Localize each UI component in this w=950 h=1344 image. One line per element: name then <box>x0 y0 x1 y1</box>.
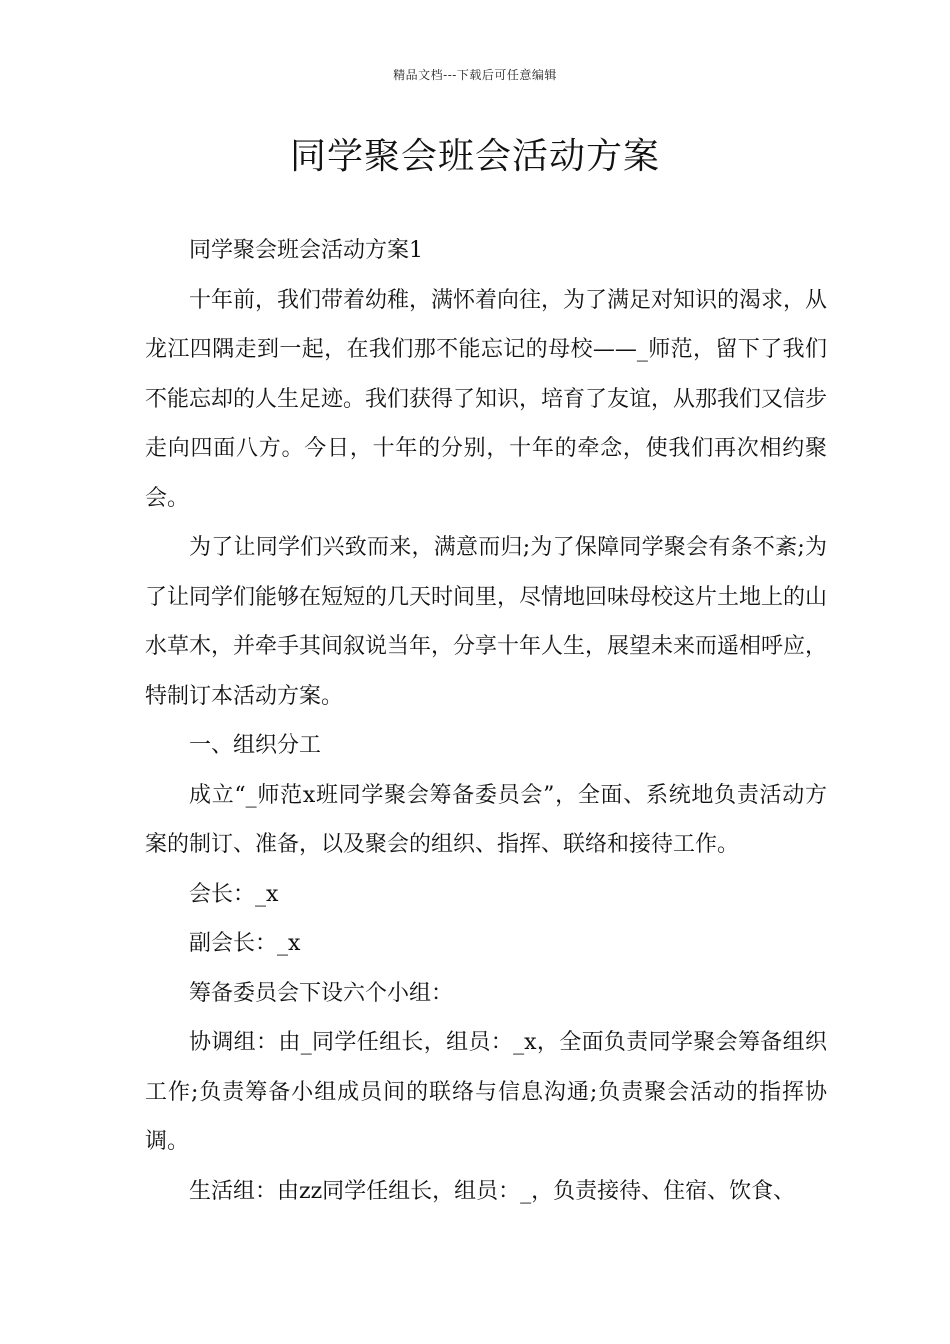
paragraph: 筹备委员会下设六个小组： <box>189 980 454 1006</box>
paragraph: 十年前，我们带着幼稚，满怀着向往，为了满足对知识的渴求，从龙江四隅走到一起，在我们那不能忘记的母校——_师范，留下了我们不能忘却的人生足迹。我们获得了知识，培育了友谊，从那我们又信步走向四面八方。今日，十年的分别，十年的牵念，使我们再次相约聚会。 <box>145 287 828 511</box>
paragraph: 副会长：_x <box>189 931 301 956</box>
document-body <box>145 226 827 1216</box>
paragraph: 为了让同学们兴致而来，满意而归;为了保障同学聚会有条不紊;为了让同学们能够在短短的几天时间里，尽情地回味母校这片土地上的山水草木，并牵手其间叙说当年，分享十年人生，展望未来而遥相呼应，特制订本活动方案。 <box>145 535 828 709</box>
section-heading: 同学聚会班会活动方案1 <box>189 238 423 263</box>
section-heading: 一、组织分工 <box>189 733 322 758</box>
document-title: 同学聚会班会活动方案 <box>289 136 660 177</box>
paragraph: 会长：_x <box>189 881 279 907</box>
paragraph: 生活组：由zz同学任组长，组员：_，负责接待、住宿、饮食、 <box>189 1178 796 1204</box>
header-note: 精品文档---下载后可任意编辑 <box>393 68 557 82</box>
paragraph: 成立“_师范x班同学聚会筹备委员会”，全面、系统地负责活动方案的制订、准备，以及聚会的组织、指挥、联络和接待工作。 <box>145 782 827 857</box>
paragraph: 协调组：由_同学任组长，组员：_x，全面负责同学聚会筹备组织工作;负责筹备小组成员间的联络与信息沟通;负责聚会活动的指挥协调。 <box>145 1030 827 1154</box>
